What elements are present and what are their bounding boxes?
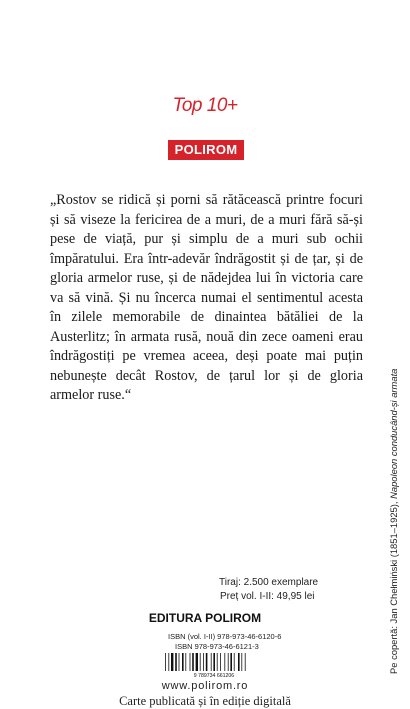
cover-credit-title: Napoleon conducând-și armata (388, 368, 399, 499)
back-cover-quote (50, 191, 363, 406)
barcode-bar (217, 653, 218, 671)
barcode-bar (192, 653, 194, 671)
barcode-bar (234, 653, 235, 671)
barcode-bar (228, 653, 229, 671)
barcode-bar (238, 653, 240, 671)
barcode-bar (241, 653, 242, 671)
barcode-bar (200, 653, 201, 671)
website-url: www.polirom.ro (161, 680, 249, 692)
barcode-bar (171, 653, 173, 671)
print-run: Tiraj: 2.500 exemplare (219, 577, 319, 588)
polirom-logo-badge: POLIROM (168, 140, 244, 160)
digital-edition-note: Carte publicată și în ediție digitală (119, 694, 291, 708)
barcode-bar (230, 653, 232, 671)
barcode-bar (168, 653, 169, 671)
barcode-bar (190, 653, 191, 671)
barcode-bar (213, 653, 215, 671)
barcode-digits: 9 789734 661206 (193, 673, 235, 678)
barcode (159, 652, 269, 678)
cover-credit (387, 368, 401, 674)
barcode-bar (165, 653, 166, 671)
barcode-bar (182, 653, 184, 671)
isbn-volume: ISBN 978-973-46-6121-3 (175, 642, 259, 651)
barcode-bar (196, 653, 198, 671)
barcode-bar (179, 653, 180, 671)
barcode-bar (224, 653, 225, 671)
barcode-bar (203, 653, 204, 671)
barcode-bar (220, 653, 221, 671)
barcode-bar (206, 653, 208, 671)
cover-credit-prefix: Pe copertă: Jan Chełmiński (1851–1925), (388, 498, 399, 674)
barcode-bar (211, 653, 212, 671)
publisher-name: EDITURA POLIROM (148, 611, 262, 625)
quote-text: „Rostov se ridică și porni să rătăcească printre focuri și să viseze la fericirea de a muri, de a muri fără să-și pese de viață, pur și simplu de a muri sub ochii împăratului. Era într-adevăr îndrăgostit și de țar, și de gloria armelor ruse, și de nădejdea lui în victoria care va să vină. Și nu încerca numai el sentimentul acesta în zilele memorabile de dinaintea bătăliei de la Austerlitz; în armata rusă, nouă din zece oameni erau îndrăgostiți pe vremea aceea, deși poate mai puțin nebunește decât Rostov, de țarul lor și de gloria armelor ruse.“ (50, 192, 363, 403)
barcode-bar (185, 653, 186, 671)
top-10-logo-text: Top 10+ (172, 95, 238, 116)
isbn-set: ISBN (vol. I-II) 978-973-46-6120-6 (168, 632, 282, 641)
barcode-bar (245, 653, 246, 671)
barcode-bar (175, 653, 177, 671)
barcode-bars (165, 653, 246, 671)
price: Preț vol. I-II: 49,95 lei (220, 591, 315, 602)
